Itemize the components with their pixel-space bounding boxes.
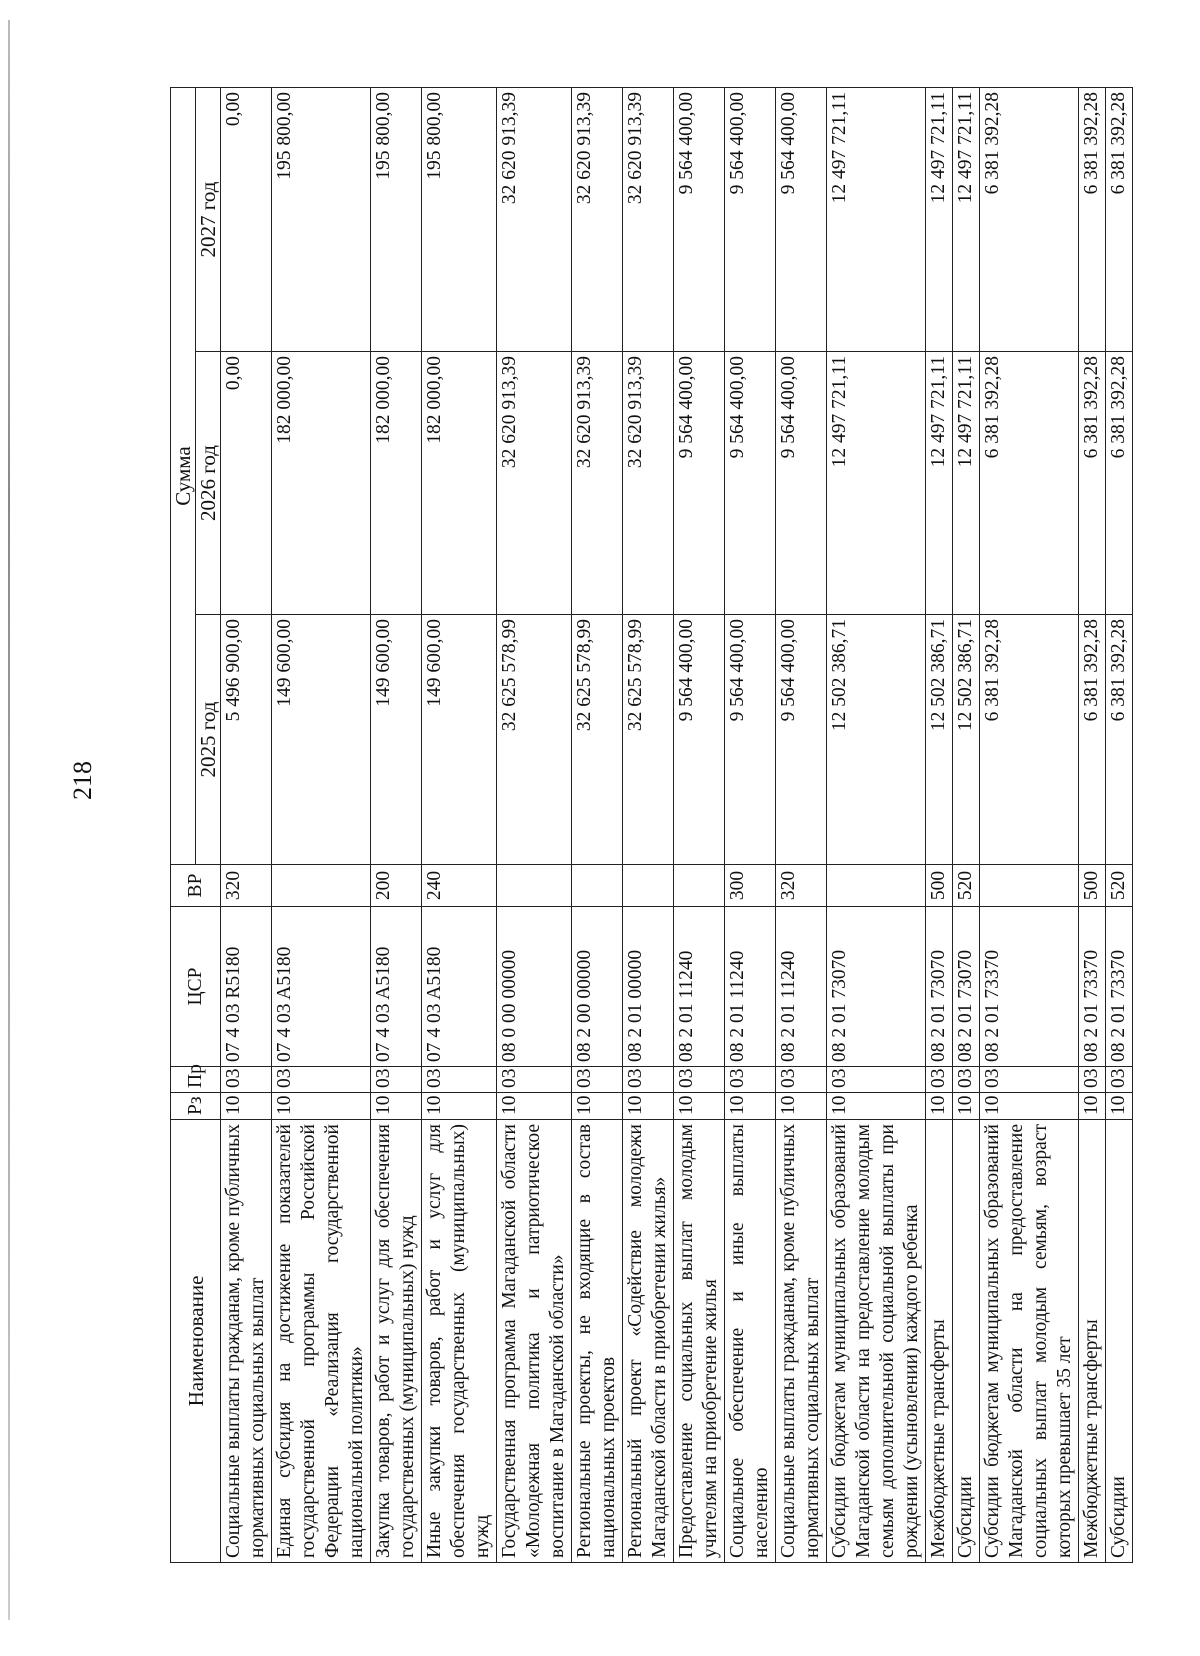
cell-sum-2025: 149 600,00	[371, 615, 422, 865]
cell-name: Региональный проект «Содействие молодежи Магаданской области в приобретении жилья»	[623, 1120, 674, 1563]
cell-vr: 320	[221, 865, 272, 907]
cell-pr: 03	[1106, 1067, 1133, 1093]
cell-vr: 240	[422, 865, 497, 907]
cell-pr: 03	[221, 1067, 272, 1093]
cell-sum-2027: 12 497 721,11	[953, 87, 980, 351]
cell-sum-2025: 6 381 392,28	[1106, 615, 1133, 865]
cell-sum-2026: 6 381 392,28	[1106, 352, 1133, 615]
cell-csr: 08 2 01 00000	[623, 907, 674, 1067]
cell-sum-2027: 195 800,00	[272, 87, 371, 351]
cell-vr: 200	[371, 865, 422, 907]
scan-edge-line	[8, 20, 10, 1620]
cell-sum-2026: 12 497 721,11	[926, 352, 953, 615]
header-rz: Рз	[171, 1093, 221, 1120]
table-row	[572, 87, 623, 1562]
cell-vr: 520	[1106, 865, 1133, 907]
cell-sum-2027: 32 620 913,39	[572, 87, 623, 351]
cell-sum-2027: 6 381 392,28	[1106, 87, 1133, 351]
cell-csr: 07 4 03 R5180	[221, 907, 272, 1067]
cell-vr	[674, 865, 725, 907]
cell-sum-2026: 9 564 400,00	[725, 352, 776, 615]
cell-sum-2025: 32 625 578,99	[497, 615, 572, 865]
cell-sum-2025: 9 564 400,00	[725, 615, 776, 865]
cell-sum-2027: 32 620 913,39	[623, 87, 674, 351]
cell-csr: 08 2 01 73070	[953, 907, 980, 1067]
cell-vr	[980, 865, 1079, 907]
cell-vr: 520	[953, 865, 980, 907]
cell-name: Субсидии бюджетам муниципальных образований Магаданской области на предоставление социальных выплат молодым семьям, возраст которых превышает 35 лет	[980, 1120, 1079, 1563]
table-row	[221, 87, 272, 1562]
table-row	[926, 87, 953, 1562]
cell-sum-2026: 6 381 392,28	[980, 352, 1079, 615]
budget-table	[170, 87, 1133, 1563]
table-row	[725, 87, 776, 1562]
cell-rz: 10	[926, 1093, 953, 1120]
header-vr: ВР	[171, 865, 221, 907]
cell-csr: 08 2 01 73370	[1106, 907, 1133, 1067]
cell-rz: 10	[674, 1093, 725, 1120]
table-row	[776, 87, 827, 1562]
header-sum: Сумма	[171, 87, 196, 864]
cell-sum-2027: 195 800,00	[422, 87, 497, 351]
cell-csr: 08 2 01 73070	[926, 907, 953, 1067]
cell-pr: 03	[371, 1067, 422, 1093]
cell-sum-2025: 12 502 386,71	[926, 615, 953, 865]
cell-rz: 10	[221, 1093, 272, 1120]
cell-name: Межбюджетные трансферты	[1079, 1120, 1106, 1563]
cell-name: Социальное обеспечение и иные выплаты населению	[725, 1120, 776, 1563]
table-row	[674, 87, 725, 1562]
table-row	[371, 87, 422, 1562]
cell-sum-2025: 32 625 578,99	[623, 615, 674, 865]
table-row	[953, 87, 980, 1562]
cell-sum-2027: 12 497 721,11	[827, 87, 926, 351]
cell-vr	[272, 865, 371, 907]
cell-csr: 08 2 00 00000	[572, 907, 623, 1067]
cell-rz: 10	[1106, 1093, 1133, 1120]
cell-rz: 10	[371, 1093, 422, 1120]
cell-name: Иные закупки товаров, работ и услуг для обеспечения государственных (муниципальных) нужд	[422, 1120, 497, 1563]
cell-vr	[497, 865, 572, 907]
table-row	[623, 87, 674, 1562]
cell-pr: 03	[272, 1067, 371, 1093]
cell-sum-2027: 0,00	[221, 87, 272, 351]
cell-csr: 08 2 01 11240	[776, 907, 827, 1067]
cell-name: Закупка товаров, работ и услуг для обеспечения государственных (муниципальных) нужд	[371, 1120, 422, 1563]
cell-rz: 10	[725, 1093, 776, 1120]
cell-vr: 300	[725, 865, 776, 907]
table-row	[497, 87, 572, 1562]
cell-sum-2025: 6 381 392,28	[980, 615, 1079, 865]
cell-sum-2026: 9 564 400,00	[776, 352, 827, 615]
cell-vr: 320	[776, 865, 827, 907]
cell-name: Единая субсидия на достижение показателей государственной программы Российской Федерации «Реализация государственной национальной политики»	[272, 1120, 371, 1563]
table-row	[422, 87, 497, 1562]
cell-pr: 03	[623, 1067, 674, 1093]
cell-name: Субсидии	[1106, 1120, 1133, 1563]
table-row	[1106, 87, 1133, 1562]
cell-csr: 08 2 01 73370	[980, 907, 1079, 1067]
table-row	[1079, 87, 1106, 1562]
cell-rz: 10	[980, 1093, 1079, 1120]
cell-vr	[572, 865, 623, 907]
cell-sum-2025: 149 600,00	[272, 615, 371, 865]
cell-sum-2027: 6 381 392,28	[1079, 87, 1106, 351]
cell-sum-2025: 32 625 578,99	[572, 615, 623, 865]
cell-rz: 10	[1079, 1093, 1106, 1120]
cell-sum-2026: 182 000,00	[272, 352, 371, 615]
cell-csr: 07 4 03 A5180	[272, 907, 371, 1067]
cell-name: Субсидии	[953, 1120, 980, 1563]
cell-csr: 07 4 03 A5180	[371, 907, 422, 1067]
cell-sum-2026: 182 000,00	[422, 352, 497, 615]
header-pr: Пр	[171, 1067, 221, 1093]
cell-sum-2027: 9 564 400,00	[725, 87, 776, 351]
cell-sum-2027: 32 620 913,39	[497, 87, 572, 351]
cell-name: Государственная программа Магаданской области «Молодежная политика и патриотическое воспитание в Магаданской области»	[497, 1120, 572, 1563]
cell-vr	[827, 865, 926, 907]
cell-rz: 10	[776, 1093, 827, 1120]
header-year-2025: 2025 год	[196, 615, 221, 865]
cell-rz: 10	[497, 1093, 572, 1120]
cell-rz: 10	[623, 1093, 674, 1120]
cell-sum-2027: 195 800,00	[371, 87, 422, 351]
cell-vr	[623, 865, 674, 907]
cell-pr: 03	[497, 1067, 572, 1093]
cell-rz: 10	[272, 1093, 371, 1120]
page-number: 218	[68, 761, 97, 800]
cell-name: Социальные выплаты гражданам, кроме публичных нормативных социальных выплат	[221, 1120, 272, 1563]
cell-csr: 08 2 01 73370	[1079, 907, 1106, 1067]
header-csr: ЦСР	[171, 907, 221, 1067]
cell-sum-2025: 9 564 400,00	[776, 615, 827, 865]
cell-name: Социальные выплаты гражданам, кроме публичных нормативных социальных выплат	[776, 1120, 827, 1563]
cell-sum-2027: 12 497 721,11	[926, 87, 953, 351]
table-row	[272, 87, 371, 1562]
cell-vr: 500	[1079, 865, 1106, 907]
cell-sum-2025: 12 502 386,71	[827, 615, 926, 865]
cell-rz: 10	[422, 1093, 497, 1120]
cell-rz: 10	[827, 1093, 926, 1120]
cell-sum-2026: 182 000,00	[371, 352, 422, 615]
cell-sum-2027: 9 564 400,00	[674, 87, 725, 351]
cell-pr: 03	[827, 1067, 926, 1093]
cell-pr: 03	[926, 1067, 953, 1093]
cell-sum-2026: 12 497 721,11	[953, 352, 980, 615]
cell-pr: 03	[422, 1067, 497, 1093]
cell-rz: 10	[953, 1093, 980, 1120]
cell-csr: 08 2 01 73070	[827, 907, 926, 1067]
cell-pr: 03	[776, 1067, 827, 1093]
table-header	[171, 87, 221, 1562]
cell-sum-2026: 32 620 913,39	[572, 352, 623, 615]
cell-csr: 07 4 03 A5180	[422, 907, 497, 1067]
cell-sum-2025: 149 600,00	[422, 615, 497, 865]
table-row	[827, 87, 926, 1562]
cell-sum-2027: 6 381 392,28	[980, 87, 1079, 351]
cell-pr: 03	[953, 1067, 980, 1093]
cell-sum-2026: 32 620 913,39	[623, 352, 674, 615]
cell-name: Межбюджетные трансферты	[926, 1120, 953, 1563]
header-year-2026: 2026 год	[196, 352, 221, 615]
rotated-table-container	[170, 88, 1133, 1563]
cell-vr: 500	[926, 865, 953, 907]
cell-sum-2026: 12 497 721,11	[827, 352, 926, 615]
cell-pr: 03	[725, 1067, 776, 1093]
header-year-2027: 2027 год	[196, 87, 221, 351]
cell-sum-2026: 32 620 913,39	[497, 352, 572, 615]
cell-pr: 03	[572, 1067, 623, 1093]
table-row	[980, 87, 1079, 1562]
cell-pr: 03	[980, 1067, 1079, 1093]
cell-sum-2025: 5 496 900,00	[221, 615, 272, 865]
cell-csr: 08 0 00 00000	[497, 907, 572, 1067]
header-name: Наименование	[171, 1120, 221, 1563]
cell-sum-2025: 9 564 400,00	[674, 615, 725, 865]
cell-pr: 03	[674, 1067, 725, 1093]
cell-sum-2025: 6 381 392,28	[1079, 615, 1106, 865]
table-body	[221, 87, 1133, 1562]
cell-name: Субсидии бюджетам муниципальных образований Магаданской области на предоставление молодым семьям дополнительной социальной выплаты при рождении (усыновлении) каждого ребенка	[827, 1120, 926, 1563]
cell-sum-2026: 9 564 400,00	[674, 352, 725, 615]
cell-pr: 03	[1079, 1067, 1106, 1093]
cell-sum-2027: 9 564 400,00	[776, 87, 827, 351]
cell-sum-2025: 12 502 386,71	[953, 615, 980, 865]
cell-name: Предоставление социальных выплат молодым учителям на приобретение жилья	[674, 1120, 725, 1563]
cell-sum-2026: 0,00	[221, 352, 272, 615]
cell-rz: 10	[572, 1093, 623, 1120]
cell-csr: 08 2 01 11240	[674, 907, 725, 1067]
cell-sum-2026: 6 381 392,28	[1079, 352, 1106, 615]
cell-csr: 08 2 01 11240	[725, 907, 776, 1067]
cell-name: Региональные проекты, не входящие в состав национальных проектов	[572, 1120, 623, 1563]
